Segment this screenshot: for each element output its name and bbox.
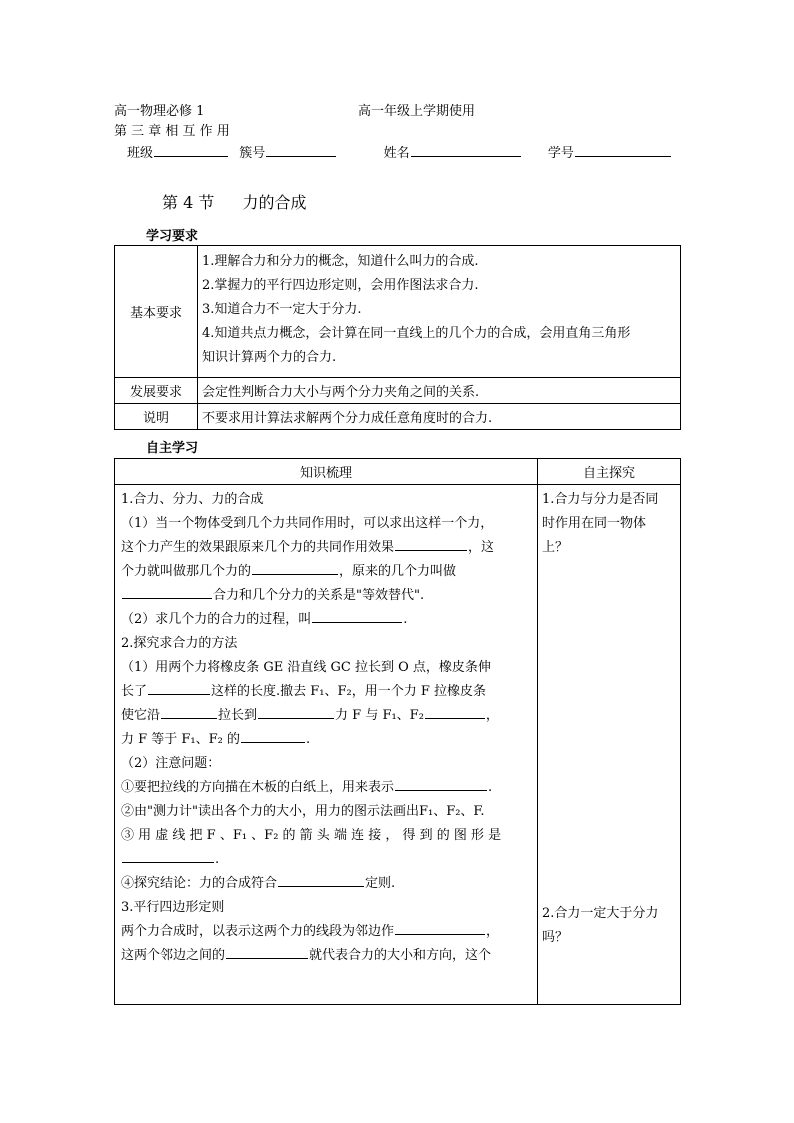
k-heading-2: 2.探究求合力的方法	[121, 636, 238, 651]
k-line: （1）当一个物体受到几个力共同作用时，可以求出这样一个力，	[121, 516, 494, 531]
knowledge-header-text: 知识梳理	[299, 466, 352, 481]
usage-note: 高一年级上学期使用	[358, 104, 476, 119]
k-heading-1: 1.合力、分力、力的合成	[121, 492, 264, 507]
self-study-table	[114, 458, 681, 1005]
k-line: ④探究结论：力的合成符合 定则.	[121, 872, 537, 896]
k-line: 长了 这样的长度.撤去 F₁、F₂，用一个力 F 拉橡皮条	[121, 680, 537, 704]
blank-field[interactable]	[241, 728, 305, 743]
develop-text-cell	[198, 378, 681, 404]
requirements-table	[114, 245, 681, 430]
blank-field[interactable]	[312, 608, 402, 623]
basic-item: 3.知道合力不一定大于分力.	[202, 302, 362, 317]
question-1-line: 时作用在同一物体	[542, 516, 647, 531]
k-line: 力 F 等于 F₁、F₂ 的 .	[121, 728, 537, 752]
blank-field[interactable]	[122, 848, 214, 863]
question-2	[542, 902, 658, 950]
explore-header-text: 自主探究	[582, 466, 635, 481]
k-heading-3: 3.平行四边形定则	[121, 900, 225, 915]
info-row	[127, 142, 672, 161]
k-line: （1）用两个力将橡皮条 GE 沿直线 GC 拉长到 O 点，橡皮条伸	[121, 660, 491, 675]
blank-field[interactable]	[278, 872, 364, 887]
develop-label: 发展要求	[129, 385, 182, 400]
group-field[interactable]	[266, 142, 336, 157]
basic-item: 2.掌握力的平行四边形定则，会用作图法求合力.	[202, 278, 479, 293]
section-title	[162, 190, 307, 213]
k-line: ①要把拉线的方向描在木板的白纸上，用来表示 .	[121, 776, 537, 800]
knowledge-content	[115, 485, 538, 1005]
blank-field[interactable]	[395, 920, 485, 935]
basic-item: 1.理解合力和分力的概念，知道什么叫力的合成.	[202, 254, 479, 269]
section-name: 力的合成	[242, 193, 307, 212]
k-line: 这个力产生的效果跟原来几个力的共同作用效果 ，这	[121, 536, 537, 560]
develop-label-cell	[115, 378, 198, 404]
name-field[interactable]	[411, 142, 521, 157]
develop-text: 会定性判断合力大小与两个分力夹角之间的关系.	[202, 385, 480, 400]
student-id-label: 学号	[547, 146, 574, 161]
question-2-line: 吗？	[542, 930, 569, 945]
basic-items-cell	[198, 246, 681, 378]
course-title: 高一物理必修 1	[114, 104, 205, 119]
basic-item: 知识计算两个力的合力.	[202, 350, 337, 365]
blank-field[interactable]	[148, 680, 210, 695]
section-number: 第 4 节	[162, 193, 215, 212]
question-1-line: 1.合力与分力是否同	[542, 492, 659, 507]
blank-field[interactable]	[122, 584, 212, 599]
k-line: ②由"测力计"读出各个力的大小，用力的图示法画出F₁、F₂、F.	[121, 804, 485, 819]
k-line: （2）注意问题：	[121, 756, 221, 771]
explore-content	[538, 485, 681, 1005]
blank-field[interactable]	[258, 704, 334, 719]
name-label: 姓名	[383, 146, 410, 161]
basic-label-cell	[115, 246, 198, 378]
student-id-field[interactable]	[575, 142, 671, 157]
k-line: 合力和几个分力的关系是"等效替代".	[121, 584, 537, 608]
note-text-cell	[198, 404, 681, 430]
k-line: 这两个邻边之间的 就代表合力的大小和方向，这个	[121, 944, 537, 968]
k-line: （2）求几个力的合力的过程，叫 .	[121, 608, 537, 632]
blank-field[interactable]	[161, 704, 217, 719]
self-study-heading: 自主学习	[146, 441, 199, 456]
note-label: 说明	[142, 411, 169, 426]
k-line: .	[121, 848, 537, 872]
question-1-line: 上？	[542, 540, 569, 555]
blank-field[interactable]	[425, 704, 485, 719]
k-line: ③ 用 虚 线 把 F 、F₁ 、F₂ 的 箭 头 端 连 接 ， 得 到 的 图 形 是	[121, 828, 502, 843]
class-label: 班级	[127, 146, 154, 161]
group-label: 簇号	[239, 146, 266, 161]
basic-label: 基本要求	[129, 306, 182, 321]
blank-field[interactable]	[395, 776, 487, 791]
requirements-heading: 学习要求	[146, 229, 199, 244]
blank-field[interactable]	[226, 944, 308, 959]
chapter-title: 第 三 章 相 互 作 用	[114, 124, 230, 139]
note-label-cell	[115, 404, 198, 430]
basic-item: 4.知道共点力概念，会计算在同一直线上的几个力的合成，会用直角三角形	[202, 326, 631, 341]
k-line: 个力就叫做那几个力的 ，原来的几个力叫做	[121, 560, 537, 584]
note-text: 不要求用计算法求解两个分力成任意角度时的合力.	[202, 411, 493, 426]
question-2-line: 2.合力一定大于分力	[542, 906, 659, 921]
k-line: 使它沿 拉长到 力 F 与 F₁、F₂ ，	[121, 704, 537, 728]
explore-header	[538, 459, 681, 485]
knowledge-header	[115, 459, 538, 485]
blank-field[interactable]	[252, 560, 338, 575]
class-field[interactable]	[154, 142, 228, 157]
k-line: 两个力合成时，以表示这两个力的线段为邻边作 ，	[121, 920, 537, 944]
blank-field[interactable]	[395, 536, 467, 551]
